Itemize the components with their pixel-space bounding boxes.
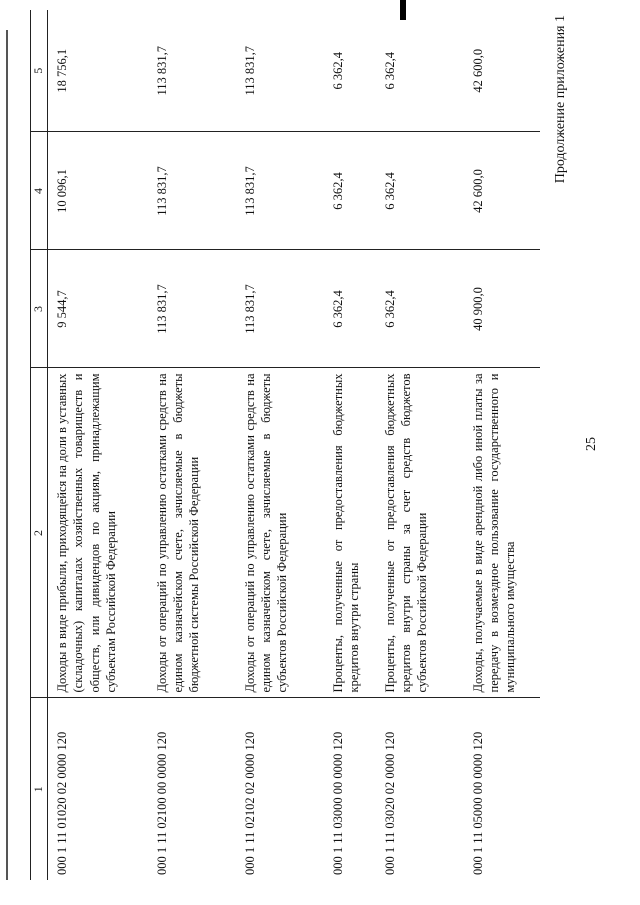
row-value-col4: 10 096,1 — [48, 132, 148, 250]
row-value-col4: 113 831,7 — [148, 132, 236, 250]
table-header-row — [31, 10, 48, 880]
header-col-1: 1 — [31, 698, 48, 880]
row-description: Доходы в виде прибыли, приходящейся на доли в уставных (складочных) капиталах хозяйственных товариществ и обществ, или дивидендов по акциям, принадлежащим субъектам Российской Федерации — [48, 368, 148, 698]
row-value-col5: 6 362,4 — [324, 10, 376, 132]
row-value-col3: 6 362,4 — [324, 250, 376, 368]
row-value-col4: 6 362,4 — [376, 132, 464, 250]
row-code: 000 1 11 03020 02 0000 120 — [382, 731, 397, 875]
row-value-col4: 6 362,4 — [324, 132, 376, 250]
table-row — [376, 10, 464, 880]
header-col-5: 5 — [31, 10, 48, 132]
row-value-col3: 6 362,4 — [376, 250, 464, 368]
header-col-4: 4 — [31, 132, 48, 250]
row-value-col3: 113 831,7 — [148, 250, 236, 368]
row-value-col5: 113 831,7 — [148, 10, 236, 132]
row-value-col5: 42 600,0 — [464, 10, 541, 132]
row-code: 000 1 11 05000 00 0000 120 — [470, 731, 485, 875]
row-code: 000 1 11 02102 02 0000 120 — [242, 731, 257, 875]
row-description: Доходы от операций по управлению остатками средств на едином казначейском счете, зачисляемые в бюджеты субъектов Российской Федерации — [236, 368, 324, 698]
row-description: Проценты, полученные от предоставления бюджетных кредитов внутри страны за счет средств бюджетов субъектов Российской Федерации — [376, 368, 464, 698]
header-col-2: 2 — [31, 368, 48, 698]
row-value-col5: 113 831,7 — [236, 10, 324, 132]
revenue-table — [30, 10, 540, 880]
row-value-col5: 6 362,4 — [376, 10, 464, 132]
row-value-col3: 113 831,7 — [236, 250, 324, 368]
row-value-col3: 9 544,7 — [48, 250, 148, 368]
row-value-col4: 42 600,0 — [464, 132, 541, 250]
row-code: 000 1 11 01020 02 0000 120 — [55, 731, 69, 875]
table-row — [464, 10, 541, 880]
row-value-col5: 18 756,1 — [48, 10, 148, 132]
row-description: Проценты, полученные от предоставления бюджетных кредитов внутри страны — [324, 368, 376, 698]
table-row — [48, 10, 148, 880]
row-value-col4: 113 831,7 — [236, 132, 324, 250]
row-code: 000 1 11 03000 00 0000 120 — [330, 731, 345, 875]
page-number: 25 — [584, 437, 599, 451]
header-col-3: 3 — [31, 250, 48, 368]
table-row — [236, 10, 324, 880]
appendix-caption: Продолжение приложения 1 — [553, 15, 568, 184]
row-value-col3: 40 900,0 — [464, 250, 541, 368]
row-description: Доходы, получаемые в виде арендной либо иной платы за передачу в возмездное пользование государственного и муниципального имущества — [464, 368, 541, 698]
table-row — [324, 10, 376, 880]
row-description: Доходы от операций по управлению остатками средств на едином казначейском счете, зачисляемые в бюджеты бюджетной системы Российской Федерации — [148, 368, 236, 698]
row-code: 000 1 11 02100 00 0000 120 — [154, 731, 169, 875]
table-row — [148, 10, 236, 880]
